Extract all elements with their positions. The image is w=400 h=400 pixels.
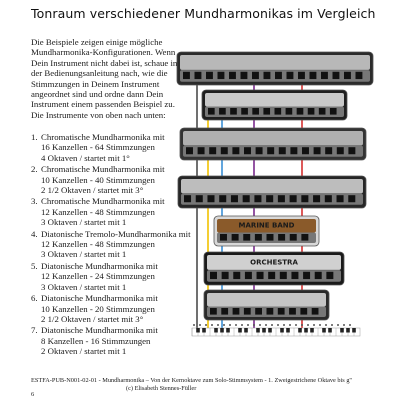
- note-marker: [229, 324, 231, 326]
- item-name: Chromatische Mundharmonika mit: [41, 196, 165, 207]
- keyboard-black-key: [238, 328, 242, 333]
- footer: [31, 377, 391, 393]
- item-detail: 10 Kanzellen - 20 Stimmzungen: [41, 303, 155, 314]
- keyboard-black-key: [226, 328, 230, 333]
- harmonica-hole: [232, 147, 239, 154]
- item-detail: 12 Kanzellen - 48 Stimmzungen: [41, 206, 155, 217]
- note-marker: [343, 324, 345, 326]
- harmonica-hole: [348, 195, 355, 202]
- item-detail: 12 Kanzellen - 24 Stimmzungen: [41, 271, 155, 282]
- harmonica-hole: [330, 108, 337, 115]
- note-marker: [349, 324, 351, 326]
- item-detail: 2 1/2 Oktaven / startet mit 3°: [41, 313, 144, 324]
- keyboard-black-key: [310, 328, 314, 333]
- keyboard-black-key: [298, 328, 302, 333]
- item-name: Chromatische Mundharmonika mit: [41, 164, 165, 175]
- footer-line: ESTFA-PUB-N001-02-01 - Mundharmonika – Von der Kernoktave zum Solo-Stimmsystem - 1. Zweigestrichene Oktave bis g'': [31, 377, 352, 384]
- keyboard-black-key: [304, 328, 308, 333]
- harmonica-hole: [268, 272, 275, 279]
- harmonica-hole: [218, 72, 225, 79]
- keyboard-black-key: [322, 328, 326, 333]
- keyboard-black-key: [280, 328, 284, 333]
- harmonica-hole: [196, 195, 203, 202]
- harmonica-hole: [183, 72, 190, 79]
- harmonica-hole: [301, 234, 308, 241]
- harmonica-hole: [221, 147, 228, 154]
- harmonica-hole: [257, 272, 264, 279]
- harmonica-hole: [245, 272, 252, 279]
- footer-copyright: (c) Elisabeth Stennes-Füller: [126, 385, 197, 392]
- harmonica-hole: [290, 195, 297, 202]
- harmonica-hole: [333, 72, 340, 79]
- harmonica-hole: [241, 72, 248, 79]
- note-marker: [241, 324, 243, 326]
- harmonica-cover-plate: [180, 55, 370, 70]
- item-detail: 8 Kanzellen - 16 Stimmzungen: [41, 335, 151, 346]
- keyboard-black-key: [256, 328, 260, 333]
- harmonica-hole: [267, 234, 274, 241]
- harmonica-hole: [207, 195, 214, 202]
- item-name: Diatonische Mundharmonika mit: [41, 325, 158, 336]
- harmonica-hole: [337, 147, 344, 154]
- harmonica-hole: [267, 147, 274, 154]
- harmonica-hole: [279, 147, 286, 154]
- harmonica-hole: [289, 308, 296, 315]
- note-marker: [235, 324, 237, 326]
- item-name: Diatonische Mundharmonika mit: [41, 260, 158, 271]
- harmonica-hole: [195, 72, 202, 79]
- note-marker: [259, 324, 261, 326]
- harmonica-hole: [337, 195, 344, 202]
- harmonica-cover-plate: [183, 131, 363, 145]
- harmonica-hole: [222, 272, 229, 279]
- harmonica-hole: [298, 72, 305, 79]
- intro-list-heading: Die Instrumente von oben nach unten:: [31, 109, 166, 120]
- keyboard-black-key: [346, 328, 350, 333]
- harmonica-hole: [210, 272, 217, 279]
- harmonica-hole: [278, 308, 285, 315]
- harmonica-hole: [264, 72, 271, 79]
- note-marker: [283, 324, 285, 326]
- harmonica-hole: [244, 147, 251, 154]
- harmonica-hole: [208, 108, 215, 115]
- note-marker: [271, 324, 273, 326]
- page-title: Tonraum verschiedener Mundharmonikas im Vergleich: [31, 6, 376, 21]
- harmonica-hole: [243, 234, 250, 241]
- item-name: Chromatische Mundharmonika mit: [41, 132, 165, 142]
- harmonica-hole: [210, 308, 217, 315]
- harmonica-hole: [233, 272, 240, 279]
- item-detail: 3 Oktaven / startet mit 1: [41, 217, 127, 228]
- note-marker: [199, 324, 201, 326]
- harmonica-hole: [232, 234, 239, 241]
- harmonica-hole: [275, 108, 282, 115]
- harmonica-hole: [278, 234, 285, 241]
- keyboard-black-key: [262, 328, 266, 333]
- item-detail: 2 1/2 Oktaven / startet mit 3°: [41, 185, 144, 196]
- note-marker: [313, 324, 315, 326]
- note-marker: [247, 324, 249, 326]
- harmonica-hole: [186, 147, 193, 154]
- harmonica-hole: [229, 72, 236, 79]
- harmonica-hole: [325, 195, 332, 202]
- harmonica-brand-label: MARINE BAND: [238, 221, 295, 230]
- harmonica-hole: [255, 234, 262, 241]
- harmonica-hole: [219, 108, 226, 115]
- keyboard-black-key: [202, 328, 206, 333]
- note-marker: [325, 324, 327, 326]
- keyboard-black-key: [268, 328, 272, 333]
- harmonica-hole: [325, 147, 332, 154]
- keyboard-black-key: [286, 328, 290, 333]
- note-marker: [277, 324, 279, 326]
- harmonica-hole: [290, 234, 297, 241]
- note-marker: [211, 324, 213, 326]
- harmonica-hole: [209, 147, 216, 154]
- harmonica-hole: [254, 195, 261, 202]
- harmonica-hole: [297, 108, 304, 115]
- note-marker: [331, 324, 333, 326]
- harmonica-hole: [267, 308, 274, 315]
- item-detail: 3 Oktaven / startet mit 1: [41, 281, 127, 292]
- harmonica-hole: [231, 195, 238, 202]
- note-marker: [337, 324, 339, 326]
- note-marker: [205, 324, 207, 326]
- harmonica-hole: [243, 195, 250, 202]
- harmonica-hole: [206, 72, 213, 79]
- item-number: 1.: [31, 132, 38, 142]
- item-detail: 3 Oktaven / startet mit 1: [41, 249, 127, 260]
- harmonica-hole: [344, 72, 351, 79]
- harmonica-hole: [301, 195, 308, 202]
- note-marker: [289, 324, 291, 326]
- keyboard-black-key: [214, 328, 218, 333]
- item-detail: 12 Kanzellen - 48 Stimmzungen: [41, 239, 155, 250]
- intro-paragraph: Die Beispiele zeigen einige mögliche Mundharmonika-Konfigurationen. Wenn Dein Instrument nicht dabei ist, schaue in der Bedienungsanleitung nach, wie die Stimmzungen in Deinem Instrument angeordnet sind und ordne dann Dein Instrument einem passenden Beispiel zu.: [31, 37, 178, 110]
- keyboard-black-key: [328, 328, 332, 333]
- harmonica-hole: [287, 72, 294, 79]
- harmonica-hole: [184, 195, 191, 202]
- harmonica-hole: [314, 147, 321, 154]
- keyboard-black-key: [352, 328, 356, 333]
- item-number: 2.: [31, 164, 38, 175]
- harmonica-hole: [303, 272, 310, 279]
- harmonica-cover-plate: [207, 293, 326, 307]
- harmonica-hole: [290, 147, 297, 154]
- item-number: 4.: [31, 228, 38, 239]
- harmonica-hole: [252, 72, 259, 79]
- harmonica-hole: [255, 308, 262, 315]
- harmonica-hole: [220, 234, 227, 241]
- item-name: Diatonische Tremolo-Mundharmonika mit: [41, 228, 191, 239]
- item-detail: 10 Kanzellen - 40 Stimmzungen: [41, 174, 155, 185]
- note-marker: [319, 324, 321, 326]
- note-marker: [223, 324, 225, 326]
- harmonica-hole: [266, 195, 273, 202]
- harmonica-hole: [291, 272, 298, 279]
- harmonica-hole: [286, 108, 293, 115]
- keyboard-black-key: [220, 328, 224, 333]
- harmonica-hole: [244, 308, 251, 315]
- harmonica-hole: [348, 147, 355, 154]
- item-number: 3.: [31, 196, 38, 207]
- keyboard-black-key: [196, 328, 200, 333]
- harmonica-hole: [300, 308, 307, 315]
- harmonica-hole: [312, 308, 319, 315]
- page-number: 6: [31, 391, 35, 398]
- harmonica-hole: [221, 308, 228, 315]
- keyboard-black-key: [340, 328, 344, 333]
- harmonica-hole: [278, 195, 285, 202]
- harmonica-hole: [326, 272, 333, 279]
- note-marker: [301, 324, 303, 326]
- harmonica-hole: [315, 272, 322, 279]
- harmonica-hole: [230, 108, 237, 115]
- item-detail: 16 Kanzellen - 64 Stimmzungen: [41, 142, 155, 153]
- item-detail: 4 Oktaven / startet mit 1°: [41, 152, 130, 163]
- harmonica-hole: [263, 108, 270, 115]
- note-marker: [307, 324, 309, 326]
- note-marker: [217, 324, 219, 326]
- item-number: 7.: [31, 325, 38, 336]
- harmonica-hole: [198, 147, 205, 154]
- note-marker: [253, 324, 255, 326]
- harmonica-hole: [310, 72, 317, 79]
- harmonica-hole: [219, 195, 226, 202]
- item-detail: 2 Oktaven / startet mit 1: [41, 346, 127, 357]
- harmonica-hole: [356, 72, 363, 79]
- harmonica-hole: [302, 147, 309, 154]
- note-marker: [295, 324, 297, 326]
- item-number: 6.: [31, 293, 38, 304]
- harmonica-brand-label: ORCHESTRA: [250, 258, 298, 267]
- harmonica-hole: [256, 147, 263, 154]
- harmonica-cover-plate: [181, 179, 363, 193]
- note-marker: [193, 324, 195, 326]
- note-marker: [265, 324, 267, 326]
- keyboard-black-key: [244, 328, 248, 333]
- item-name: Diatonische Mundharmonika mit: [41, 293, 158, 304]
- harmonica-hole: [252, 108, 259, 115]
- harmonica-hole: [313, 195, 320, 202]
- harmonica-hole: [275, 72, 282, 79]
- harmonica-cover-plate: [205, 93, 344, 107]
- harmonica-hole: [321, 72, 328, 79]
- harmonica-hole: [319, 108, 326, 115]
- item-number: 5.: [31, 260, 38, 271]
- harmonica-hole: [241, 108, 248, 115]
- harmonica-hole: [308, 108, 315, 115]
- harmonica-hole: [233, 308, 240, 315]
- harmonica-hole: [280, 272, 287, 279]
